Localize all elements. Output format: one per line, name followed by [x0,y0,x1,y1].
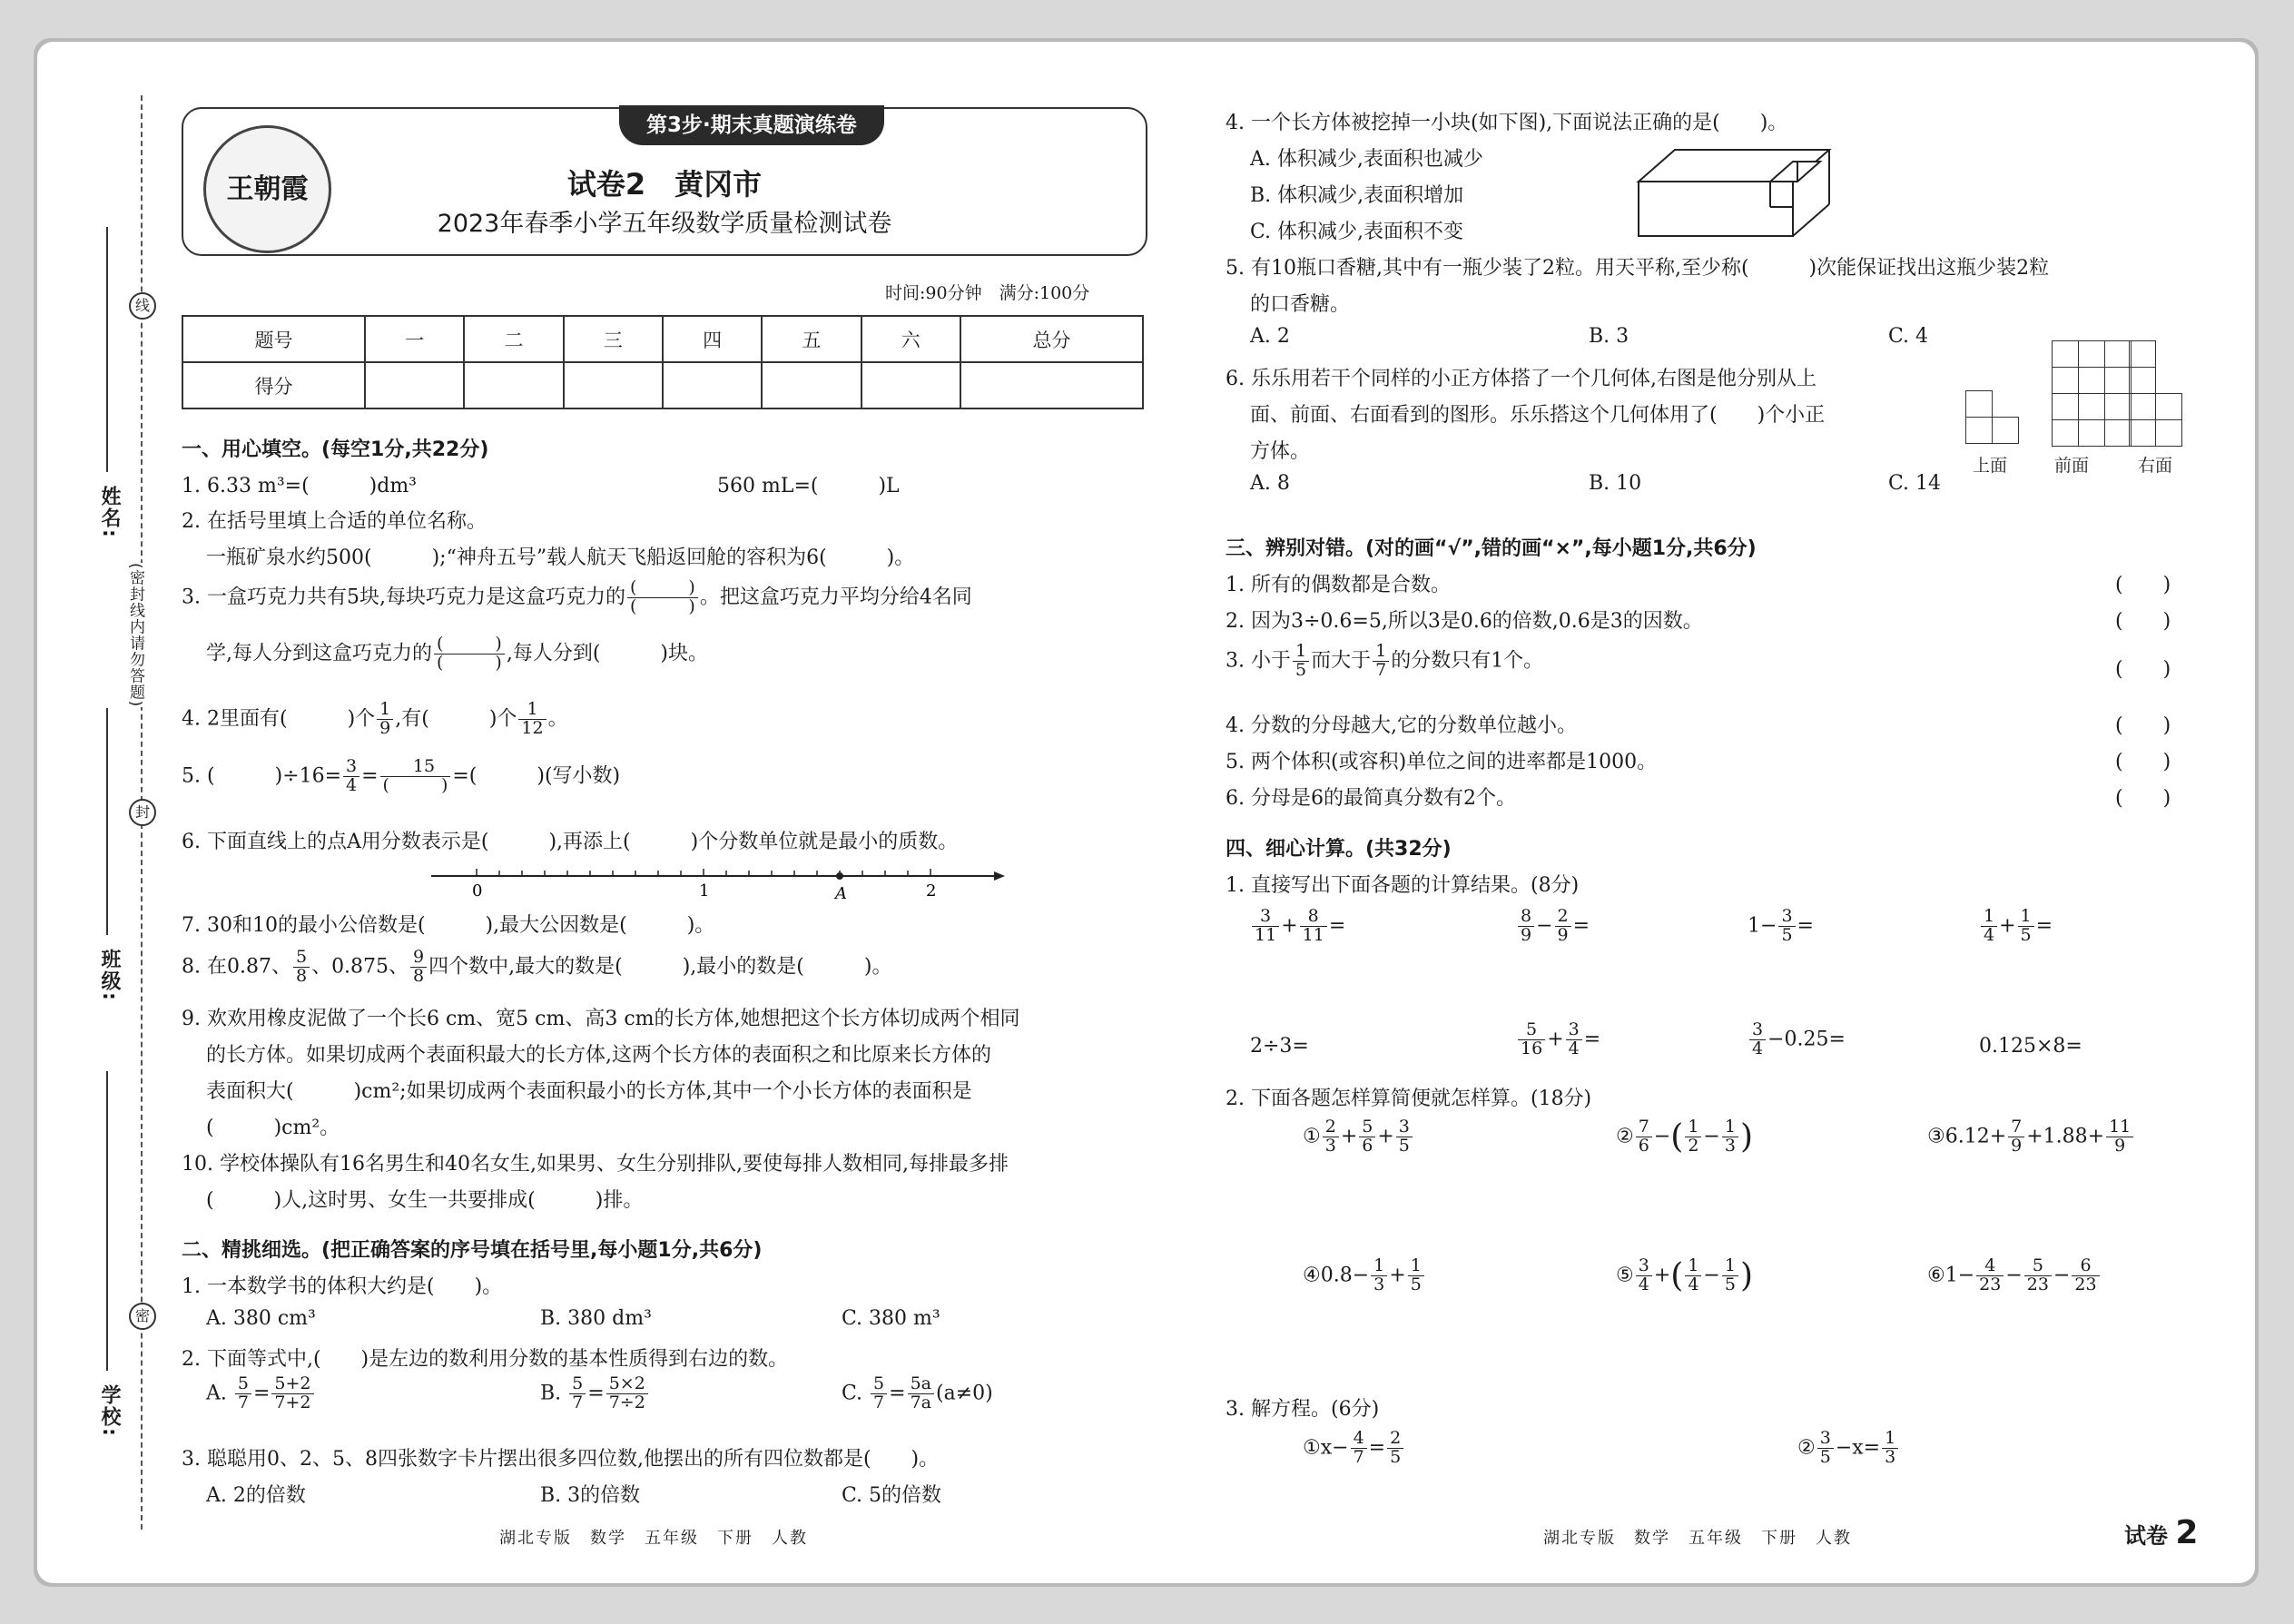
blank-fraction: $\frac{( )}{( )}$ [627,579,698,616]
choice-1-option-c: C. 380 m³ [842,1307,940,1330]
j3-text: 3. 小于 [1226,649,1291,673]
q4-text-c: 。 [547,707,568,731]
fraction: $\frac{3}{4}$ [343,758,359,795]
score-cell: 题号 [182,316,365,362]
choice-6c: 方体。 [1250,440,1311,463]
score-cell: 四 [663,316,762,362]
question-9a: 9. 欢欢用橡皮泥做了一个长6 cm、宽5 cm、高3 cm的长方体,她想把这个长方体切成两个相同 [182,1008,1020,1030]
section-4-title: 四、细心计算。(共32分) [1226,838,1452,861]
simplify-4: ④0.8− $\frac{1}{3}$ + $\frac{1}{5}$ [1303,1257,1426,1294]
q8-text-c: 四个数中,最大的数是( ),最小的数是( )。 [428,955,892,979]
j3-text-c: 的分数只有1个。 [1391,649,1544,673]
view-label-right: 右面 [2138,456,2173,476]
binding-strip [50,54,159,1570]
simplify-2: ② $\frac{7}{6}$ −( $\frac{1}{2}$ − $\frac{1}{3}$ ) [1616,1117,1753,1156]
class-line [106,708,108,935]
choice-3-option-b: B. 3的倍数 [540,1484,641,1507]
choice-5-option-c: C. 4 [1888,325,1929,348]
nl-label-a: A [835,884,847,903]
q5-text-c: =( )(写小数) [452,764,621,788]
time-meta: 时间:90分钟 满分:100分 [885,283,1090,303]
choice-1: 1. 一本数学书的体积大约是( )。 [182,1275,503,1298]
oral-calc-5: 2÷3= [1250,1035,1309,1058]
nl-label-2: 2 [926,881,937,901]
number-line-ticks [477,869,930,876]
exam-subtitle: 2023年春季小学五年级数学质量检测试卷 [437,210,892,238]
choice-4-option-a: A. 体积减少,表面积也减少 [1250,148,1483,171]
question-1b: 560 mL=( )L [717,475,900,497]
choice-4: 4. 一个长方体被挖掉一小块(如下图),下面说法正确的是( )。 [1226,112,1788,134]
question-9c: 表面积大( )cm²;如果切成两个表面积最小的长方体,其中一个小长方体的表面积是 [206,1080,972,1103]
seal-note: (密封线内请勿答题) [124,563,147,707]
choice-3-option-c: C. 5的倍数 [842,1484,942,1507]
section-2-title: 二、精挑细选。(把正确答案的序号填在括号里,每小题1分,共6分) [182,1239,763,1262]
choice-5-option-a: A. 2 [1250,325,1290,348]
c2-note: (a≠0) [936,1382,993,1405]
question-2: 2. 在括号里填上合适的单位名称。 [182,510,487,533]
fraction: $\frac{15}{( )}$ [380,758,451,795]
opt-label: B. [540,1382,562,1405]
choice-1-option-a: A. 380 cm³ [206,1307,316,1330]
question-7: 7. 30和10的最小公倍数是( ),最大公因数是( )。 [182,914,715,937]
choice-6-option-a: A. 8 [1250,472,1290,495]
calc-part-2: 2. 下面各题怎样算简便就怎样算。(18分) [1226,1088,1592,1110]
calc-part-3: 3. 解方程。(6分) [1226,1398,1380,1421]
exam-header [182,107,1147,256]
blank-fraction: $\frac{( )}{( )}$ [434,635,505,673]
oral-calc-6: $\frac{5}{16}$ + $\frac{3}{4}$ = [1516,1021,1600,1058]
question-9b: 的长方体。如果切成两个表面积最大的长方体,这两个长方体的表面积之和比原来长方体的 [206,1044,991,1067]
simplify-1: ① $\frac{2}{3}$ + $\frac{5}{6}$ + $\frac{3}{5}$ [1303,1118,1414,1156]
oral-calc-4: $\frac{1}{4}$ + $\frac{1}{5}$ = [1979,908,2053,945]
point-a [836,872,843,880]
q3-text-b: 。把这盒巧克力平均分给4名同 [699,586,972,609]
question-1a: 1. 6.33 m³=( )dm³ [182,475,418,497]
front-view-grid [2052,340,2132,447]
calc-part-1: 1. 直接写出下面各题的计算结果。(8分) [1226,874,1580,897]
class-label: 班级: [98,949,121,1002]
score-cell: 五 [762,316,861,362]
score-cell: 一 [365,316,464,362]
question-2b: 一瓶矿泉水约500( );“神舟五号”载人航天飞船返回舱的容积为6( )。 [206,546,915,569]
score-value-row [182,362,1143,408]
judge-2: 2. 因为3÷0.6=5,所以3是0.6的倍数,0.6是3的因数。 [1226,610,1703,633]
choice-5b: 的口香糖。 [1250,293,1351,316]
q5-text-b: = [361,764,379,788]
footer-left: 湖北专版 数学 五年级 下册 人教 [499,1529,808,1548]
section-1-title: 一、用心填空。(每空1分,共22分) [182,438,489,461]
nl-label-0: 0 [472,881,483,901]
score-header-row [182,316,1143,362]
score-input[interactable] [960,362,1143,408]
score-cell: 三 [564,316,663,362]
page-number: 2 [2175,1514,2199,1551]
school-line [106,1071,108,1371]
q4-text: 4. 2里面有( )个 [182,707,376,731]
page-label [2124,1514,2198,1551]
q3-text-d: ,每人分到( )块。 [506,642,708,665]
fraction: $\frac{1}{12}$ [518,701,546,738]
question-4 [182,701,568,738]
fraction: $\frac{1}{9}$ [377,701,393,738]
score-input[interactable] [663,362,762,408]
equation-1: ①x− $\frac{4}{7}$ = $\frac{2}{5}$ [1303,1430,1405,1467]
judge-answer[interactable]: ( ) [2115,574,2171,596]
equation-2: ② $\frac{3}{5}$ −x= $\frac{1}{3}$ [1797,1430,1900,1467]
simplify-6: ⑥1− $\frac{4}{23}$ − $\frac{5}{23}$ − $\frac{6}{23}$ [1927,1257,2102,1294]
score-cell: 总分 [960,316,1143,362]
simplify-3: ③6.12+ $\frac{7}{9}$ +1.88+ $\frac{11}{9}$ [1927,1118,2135,1156]
fraction: $\frac{1}{7}$ [1373,643,1389,680]
right-view-grid [2129,340,2182,447]
j3-text-b: 而大于 [1311,649,1372,673]
judge-4: 4. 分数的分母越大,它的分数单位越小。 [1226,714,1577,737]
oral-calc-3: 1− $\frac{3}{5}$ = [1748,906,1814,945]
choice-6b: 面、前面、右面看到的图形。乐乐搭这个几何体用了( )个小正 [1250,404,1826,427]
choice-3: 3. 聪聪用0、2、5、8四张数字卡片摆出很多四位数,他摆出的所有四位数都是( )。 [182,1448,940,1471]
question-9d: ( )cm²。 [206,1117,340,1139]
step-tab: 第3步·期末真题演练卷 [619,105,884,145]
question-5 [182,758,620,795]
choice-2-option-a: A. $\frac{5}{7}$ = $\frac{5+2}{7+2}$ [206,1375,316,1412]
view-label-top: 上面 [1973,456,2008,476]
judge-answer[interactable]: ( ) [2115,751,2171,773]
judge-6: 6. 分母是6的最简真分数有2个。 [1226,787,1516,810]
q4-text-b: ,有( )个 [395,707,517,731]
logo-text: 王朝霞 [226,173,309,205]
question-3c [206,635,708,673]
score-cell: 二 [464,316,563,362]
judge-5: 5. 两个体积(或容积)单位之间的进率都是1000。 [1226,751,1658,773]
judge-answer[interactable]: ( ) [2115,787,2171,810]
q8-text: 8. 在0.87、 [182,955,291,979]
exam-paper [50,54,2242,1570]
score-input[interactable] [464,362,563,408]
opt-label: A. [206,1382,227,1405]
footer-right: 湖北专版 数学 五年级 下册 人教 [1543,1529,1852,1548]
section-3-title: 三、辨别对错。(对的画“√”,错的画“×”,每小题1分,共6分) [1226,537,1757,560]
choice-6a: 6. 乐乐用若干个同样的小正方体搭了一个几何体,右图是他分别从上 [1226,368,1816,390]
fraction: $\frac{5}{8}$ [293,949,310,986]
q8-text-b: 、0.875、 [311,955,409,979]
page-label-text: 试卷 [2124,1523,2168,1549]
fraction: $\frac{9}{8}$ [410,949,427,986]
opt-label: C. [842,1382,863,1405]
nl-label-1: 1 [699,881,710,901]
score-cell: 得分 [182,362,365,408]
name-label: 姓名: [98,486,121,539]
judge-3 [1226,643,1543,680]
q3-text: 3. 一盒巧克力共有5块,每块巧克力是这盒巧克力的 [182,586,625,609]
choice-2-option-c: C. $\frac{5}{7}$ = $\frac{5a}{7a}$ (a≠0) [842,1373,993,1412]
simplify-5: ⑤ $\frac{3}{4}$ +( $\frac{1}{4}$ − $\frac{1}{5}$ ) [1616,1255,1753,1294]
oral-calc-7: $\frac{3}{4}$ −0.25= [1748,1021,1846,1058]
choice-6-option-b: B. 10 [1589,472,1642,495]
line-mark: 线 [129,292,156,320]
seal-mark: 封 [129,799,156,826]
q5-text: 5. ( )÷16= [182,764,342,788]
cuboid-figure [1634,145,1843,241]
choice-3-option-a: A. 2的倍数 [206,1484,306,1507]
question-6: 6. 下面直线上的点A用分数表示是( ),再添上( )个分数单位就是最小的质数。 [182,831,959,853]
question-3 [182,579,972,616]
fraction: $\frac{1}{5}$ [1293,643,1309,680]
choice-4-option-b: B. 体积减少,表面积增加 [1250,184,1464,207]
judge-answer[interactable]: ( ) [2115,658,2171,681]
choice-5-option-b: B. 3 [1589,325,1629,348]
choice-4-option-c: C. 体积减少,表面积不变 [1250,221,1464,243]
top-view-grid [1965,390,2019,444]
score-input[interactable] [564,362,663,408]
question-10b: ( )人,这时男、女生一共要排成( )排。 [206,1189,644,1212]
choice-6-option-c: C. 14 [1888,472,1942,495]
school-label: 学校: [98,1384,121,1438]
name-line [106,227,108,472]
question-10a: 10. 学校体操队有16名男生和40名女生,如果男、女生分别排队,要使每排人数相同,每排最多排 [182,1153,1009,1176]
oral-calc-2: $\frac{8}{9}$ − $\frac{2}{9}$ = [1516,908,1590,945]
exam-title: 试卷2 黄冈市 [566,167,763,202]
q3-text-c: 学,每人分到这盒巧克力的 [206,642,432,665]
score-input[interactable] [365,362,464,408]
oral-calc-1: $\frac{3}{11}$ + $\frac{8}{11}$ = [1250,908,1345,945]
judge-1: 1. 所有的偶数都是合数。 [1226,574,1451,596]
choice-1-option-b: B. 380 dm³ [540,1307,652,1330]
score-cell: 六 [861,316,960,362]
number-line [431,858,1012,903]
seal-mark-2: 密 [129,1303,156,1330]
question-8 [182,949,891,986]
oral-calc-8: 0.125×8= [1979,1035,2082,1058]
judge-answer[interactable]: ( ) [2115,610,2171,633]
choice-2-option-b: B. $\frac{5}{7}$ = $\frac{5\times 2}{7\div 2}$ [540,1375,650,1412]
view-label-front: 前面 [2054,456,2090,476]
judge-answer[interactable]: ( ) [2115,714,2171,737]
score-input[interactable] [861,362,960,408]
choice-2: 2. 下面等式中,( )是左边的数利用分数的基本性质得到右边的数。 [182,1348,789,1371]
score-table [182,315,1144,409]
score-input[interactable] [762,362,861,408]
choice-5a: 5. 有10瓶口香糖,其中有一瓶少装了2粒。用天平称,至少称( )次能保证找出这瓶少装2粒 [1226,257,2050,280]
